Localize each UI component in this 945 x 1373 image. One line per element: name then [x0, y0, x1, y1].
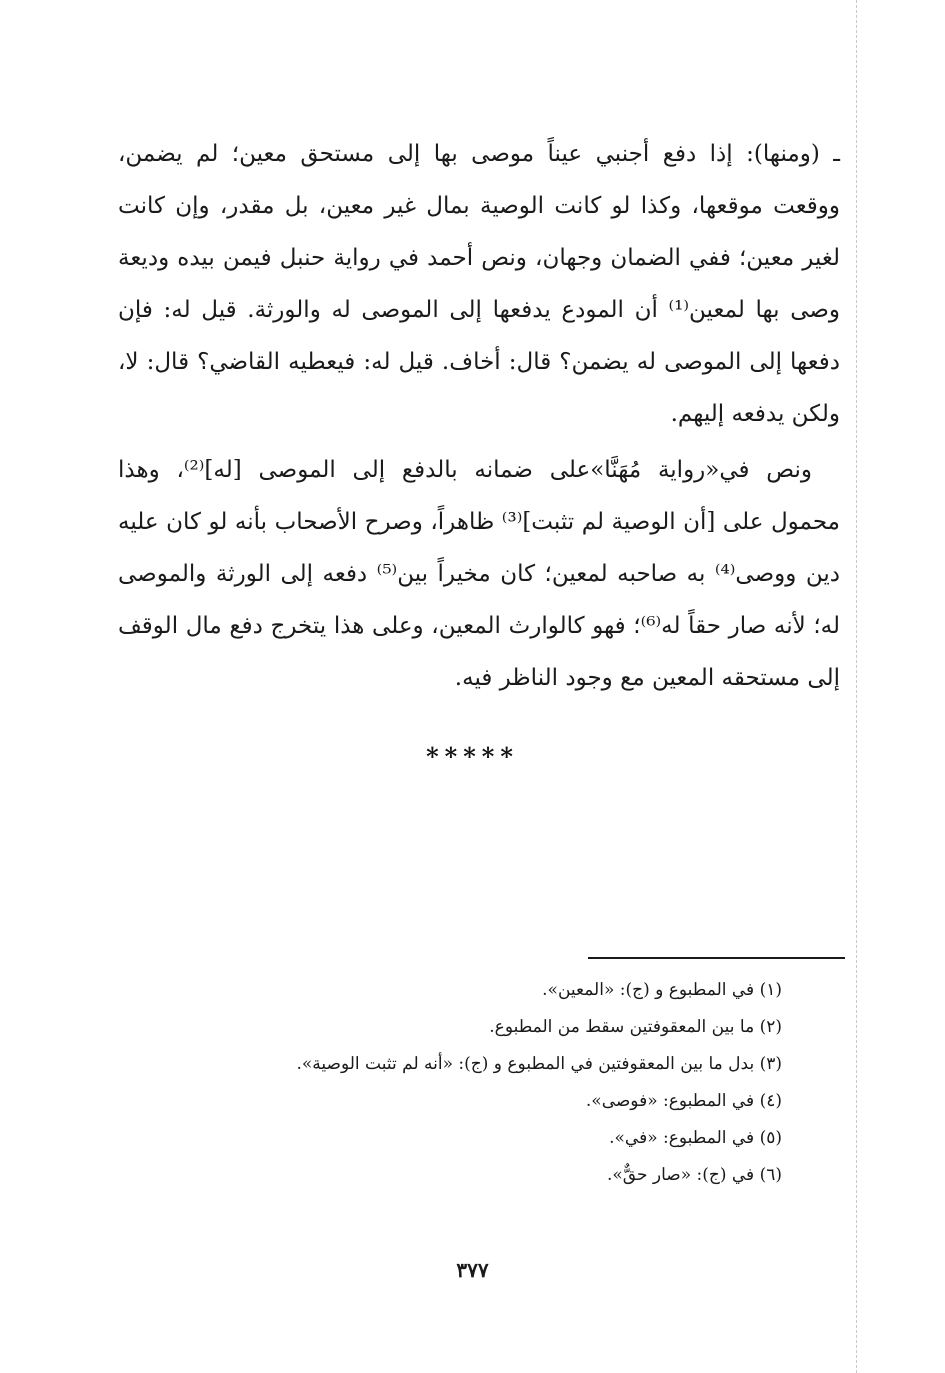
page-number: ٣٧٧	[456, 1258, 489, 1282]
footnote-2: (٢) ما بين المعقوفتين سقط من المطبوع.	[489, 1017, 782, 1037]
footnote-4: (٤) في المطبوع: «فوصى».	[585, 1091, 782, 1111]
footnote-1: (١) في المطبوع و (ج): «المعين».	[542, 980, 782, 1000]
footnote-5: (٥) في المطبوع: «في».	[609, 1128, 782, 1148]
footnote-6: (٦) في (ج): «صار حقٌّ».	[606, 1165, 782, 1185]
section-separator: *****	[426, 742, 519, 771]
page-edge-guide	[856, 0, 857, 1373]
paragraph-1: ـ (ومنها): إذا دفع أجنبي عيناً موصى بها إلى مستحق معين؛ لم يضمن، ووقعت موقعها، وكذا لو كانت الوصية بمال غير معين، بل مقدر، وإن كانت لغير معين؛ ففي الضمان وجهان، ونص أحمد في رواية حنبل فيمن بيده وديعة وصى بها لمعين⁽¹⁾ أن المودع يدفعها إلى الموصى له والورثة. قيل له: فإن دفعها إلى الموصى له يضمن؟ قال: أخاف. قيل له: فيعطيه القاضي؟ قال: لا، ولكن يدفعه إليهم.	[118, 141, 840, 427]
footnote-divider	[588, 957, 845, 959]
footnote-3: (٣) بدل ما بين المعقوفتين في المطبوع و (ج): «أنه لم تثبت الوصية».	[296, 1054, 782, 1074]
main-text	[118, 128, 840, 704]
footnotes	[150, 972, 782, 1194]
paragraph-2: ونص في«رواية مُهَنَّا»على ضمانه بالدفع إلى الموصى [له]⁽²⁾، وهذا محمول على [أن الوصية لم تثبت]⁽³⁾ ظاهراً، وصرح الأصحاب بأنه لو كان عليه دين ووصى⁽⁴⁾ به صاحبه لمعين؛ كان مخيراً بين⁽⁵⁾ دفعه إلى الورثة والموصى له؛ لأنه صار حقاً له⁽⁶⁾؛ فهو كالوارث المعين، وعلى هذا يتخرج دفع مال الوقف إلى مستحقه المعين مع وجود الناظر فيه.	[118, 457, 840, 691]
